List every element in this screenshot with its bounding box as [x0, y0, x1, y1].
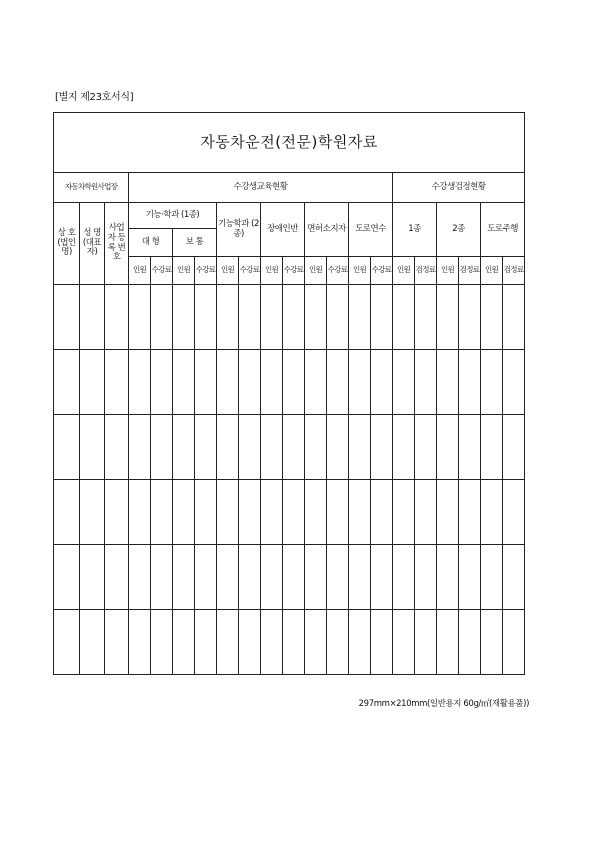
entry-cell[interactable] [371, 285, 393, 350]
entry-cell[interactable] [239, 610, 261, 675]
entry-cell[interactable] [327, 285, 349, 350]
entry-cell[interactable] [305, 415, 327, 480]
academy-data-table [53, 112, 525, 675]
people-label: 인원 [173, 257, 195, 285]
entry-cell[interactable] [195, 350, 217, 415]
entry-cell[interactable] [283, 480, 305, 545]
people-label: 인원 [437, 257, 459, 285]
entry-cell[interactable] [305, 350, 327, 415]
entry-cell[interactable] [54, 480, 80, 545]
entry-cell[interactable] [415, 480, 437, 545]
entry-cell[interactable] [371, 480, 393, 545]
disabled-class-header: 장애인반 [261, 203, 305, 257]
entry-cell[interactable] [105, 350, 129, 415]
entry-cell[interactable] [305, 545, 327, 610]
entry-cell[interactable] [481, 480, 503, 545]
entry-cell[interactable] [349, 480, 371, 545]
entry-cell[interactable] [217, 285, 239, 350]
entry-cell[interactable] [481, 610, 503, 675]
entry-cell[interactable] [261, 415, 283, 480]
large-vehicle-header: 대 형 [129, 229, 173, 257]
exam-fee-label: 검정료 [415, 257, 437, 285]
entry-cell[interactable] [217, 415, 239, 480]
entry-cell[interactable] [217, 350, 239, 415]
entry-cell[interactable] [371, 415, 393, 480]
people-label: 인원 [393, 257, 415, 285]
entry-cell[interactable] [261, 480, 283, 545]
entry-cell[interactable] [393, 285, 415, 350]
fee-label: 수강료 [327, 257, 349, 285]
entry-cell[interactable] [349, 415, 371, 480]
entry-cell[interactable] [305, 285, 327, 350]
entry-cell[interactable] [217, 480, 239, 545]
license-holder-header: 면허소지자 [305, 203, 349, 257]
entry-cell[interactable] [503, 610, 525, 675]
entry-cell[interactable] [195, 545, 217, 610]
entry-cell[interactable] [129, 415, 151, 480]
entry-cell[interactable] [437, 545, 459, 610]
entry-cell[interactable] [305, 480, 327, 545]
entry-cell[interactable] [459, 285, 481, 350]
entry-cell[interactable] [283, 350, 305, 415]
entry-cell[interactable] [151, 285, 173, 350]
entry-cell[interactable] [173, 285, 195, 350]
entry-cell[interactable] [481, 350, 503, 415]
entry-cell[interactable] [151, 480, 173, 545]
exam-class1-header: 1종 [393, 203, 437, 257]
people-label: 인원 [217, 257, 239, 285]
table-row [54, 350, 525, 415]
entry-cell[interactable] [54, 285, 80, 350]
entry-cell[interactable] [80, 285, 105, 350]
entry-cell[interactable] [415, 285, 437, 350]
entry-cell[interactable] [503, 285, 525, 350]
entry-cell[interactable] [283, 415, 305, 480]
fee-label: 수강료 [239, 257, 261, 285]
entry-cell[interactable] [80, 545, 105, 610]
entry-cell[interactable] [173, 610, 195, 675]
fee-label: 수강료 [151, 257, 173, 285]
entry-cell[interactable] [195, 415, 217, 480]
entry-cell[interactable] [437, 285, 459, 350]
entry-cell[interactable] [327, 545, 349, 610]
entry-cell[interactable] [349, 285, 371, 350]
entry-cell[interactable] [437, 480, 459, 545]
entry-cell[interactable] [327, 480, 349, 545]
entry-cell[interactable] [129, 350, 151, 415]
normal-vehicle-header: 보 통 [173, 229, 217, 257]
entry-cell[interactable] [129, 545, 151, 610]
people-label: 인원 [481, 257, 503, 285]
entry-cell[interactable] [54, 610, 80, 675]
people-label: 인원 [129, 257, 151, 285]
entry-cell[interactable] [459, 415, 481, 480]
table-row [54, 285, 525, 350]
entry-cell[interactable] [393, 415, 415, 480]
entry-cell[interactable] [129, 285, 151, 350]
paper-spec-note: 297mm×210mm(일반용지 60g/㎡(재활용품)) [358, 699, 529, 709]
form-title: 자동차운전(전문)학원자료 [54, 113, 525, 173]
entry-cell[interactable] [415, 415, 437, 480]
entry-cell[interactable] [261, 545, 283, 610]
table-row [54, 610, 525, 675]
entry-cell[interactable] [261, 285, 283, 350]
form-number-label: [별지 제23호서식] [55, 92, 134, 103]
business-name-header: 상 호 (법인명) [54, 203, 80, 285]
people-label: 인원 [349, 257, 371, 285]
skill-class1-header: 기능·학과 (1종) [129, 203, 217, 229]
academy-status-header: 자동차학원사업장 [54, 173, 129, 203]
entry-cell[interactable] [349, 610, 371, 675]
entry-cell[interactable] [239, 415, 261, 480]
entry-cell[interactable] [393, 480, 415, 545]
entry-cell[interactable] [349, 545, 371, 610]
entry-cell[interactable] [173, 480, 195, 545]
entry-cell[interactable] [459, 350, 481, 415]
entry-cell[interactable] [283, 610, 305, 675]
entry-cell[interactable] [105, 285, 129, 350]
entry-cell[interactable] [481, 545, 503, 610]
entry-cell[interactable] [129, 480, 151, 545]
entry-cell[interactable] [371, 610, 393, 675]
fee-label: 수강료 [371, 257, 393, 285]
people-label: 인원 [261, 257, 283, 285]
entry-cell[interactable] [105, 480, 129, 545]
entry-cell[interactable] [415, 545, 437, 610]
entry-cell[interactable] [54, 415, 80, 480]
entry-cell[interactable] [80, 415, 105, 480]
entry-cell[interactable] [349, 350, 371, 415]
business-number-header: 사업자 등 록 번 호 [105, 203, 129, 285]
exam-fee-label: 검정료 [503, 257, 525, 285]
entry-cell[interactable] [459, 480, 481, 545]
entry-cell[interactable] [371, 350, 393, 415]
entry-cell[interactable] [503, 545, 525, 610]
entry-cell[interactable] [151, 610, 173, 675]
entry-cell[interactable] [80, 610, 105, 675]
entry-cell[interactable] [393, 610, 415, 675]
entry-cell[interactable] [195, 480, 217, 545]
entry-cell[interactable] [129, 610, 151, 675]
entry-cell[interactable] [305, 610, 327, 675]
entry-cell[interactable] [173, 350, 195, 415]
entry-cell[interactable] [415, 610, 437, 675]
skill-class2-header: 기능학과 (2종) [217, 203, 261, 257]
entry-cell[interactable] [173, 415, 195, 480]
entry-cell[interactable] [105, 415, 129, 480]
entry-cell[interactable] [481, 415, 503, 480]
entry-cell[interactable] [327, 610, 349, 675]
fee-label: 수강료 [283, 257, 305, 285]
entry-cell[interactable] [151, 350, 173, 415]
entry-cell[interactable] [437, 415, 459, 480]
entry-cell[interactable] [195, 285, 217, 350]
entry-cell[interactable] [105, 610, 129, 675]
entry-cell[interactable] [393, 350, 415, 415]
entry-cell[interactable] [415, 350, 437, 415]
entry-cell[interactable] [371, 545, 393, 610]
entry-cell[interactable] [327, 415, 349, 480]
exam-class2-header: 2종 [437, 203, 481, 257]
entry-cell[interactable] [239, 285, 261, 350]
entry-cell[interactable] [151, 545, 173, 610]
entry-cell[interactable] [283, 545, 305, 610]
entry-cell[interactable] [393, 545, 415, 610]
entry-cell[interactable] [54, 545, 80, 610]
exam-road-header: 도로주행 [481, 203, 525, 257]
entry-cell[interactable] [151, 415, 173, 480]
fee-label: 수강료 [195, 257, 217, 285]
entry-cell[interactable] [239, 545, 261, 610]
data-rows [54, 285, 525, 675]
entry-cell[interactable] [261, 350, 283, 415]
entry-cell[interactable] [459, 610, 481, 675]
entry-cell[interactable] [54, 350, 80, 415]
entry-cell[interactable] [195, 610, 217, 675]
entry-cell[interactable] [481, 285, 503, 350]
entry-cell[interactable] [105, 545, 129, 610]
road-training-header: 도로연수 [349, 203, 393, 257]
entry-cell[interactable] [239, 350, 261, 415]
entry-cell[interactable] [283, 285, 305, 350]
entry-cell[interactable] [239, 480, 261, 545]
entry-cell[interactable] [327, 350, 349, 415]
entry-cell[interactable] [437, 610, 459, 675]
entry-cell[interactable] [80, 350, 105, 415]
entry-cell[interactable] [261, 610, 283, 675]
entry-cell[interactable] [459, 545, 481, 610]
entry-cell[interactable] [503, 415, 525, 480]
table-row [54, 480, 525, 545]
entry-cell[interactable] [173, 545, 195, 610]
representative-header: 성 명 (대표자) [80, 203, 105, 285]
people-label: 인원 [305, 257, 327, 285]
entry-cell[interactable] [503, 480, 525, 545]
education-status-header: 수강생교육현황 [129, 173, 393, 203]
exam-status-header: 수강생검정현황 [393, 173, 525, 203]
entry-cell[interactable] [217, 545, 239, 610]
entry-cell[interactable] [503, 350, 525, 415]
table-row [54, 415, 525, 480]
entry-cell[interactable] [217, 610, 239, 675]
exam-fee-label: 검정료 [459, 257, 481, 285]
entry-cell[interactable] [80, 480, 105, 545]
table-row [54, 545, 525, 610]
entry-cell[interactable] [437, 350, 459, 415]
